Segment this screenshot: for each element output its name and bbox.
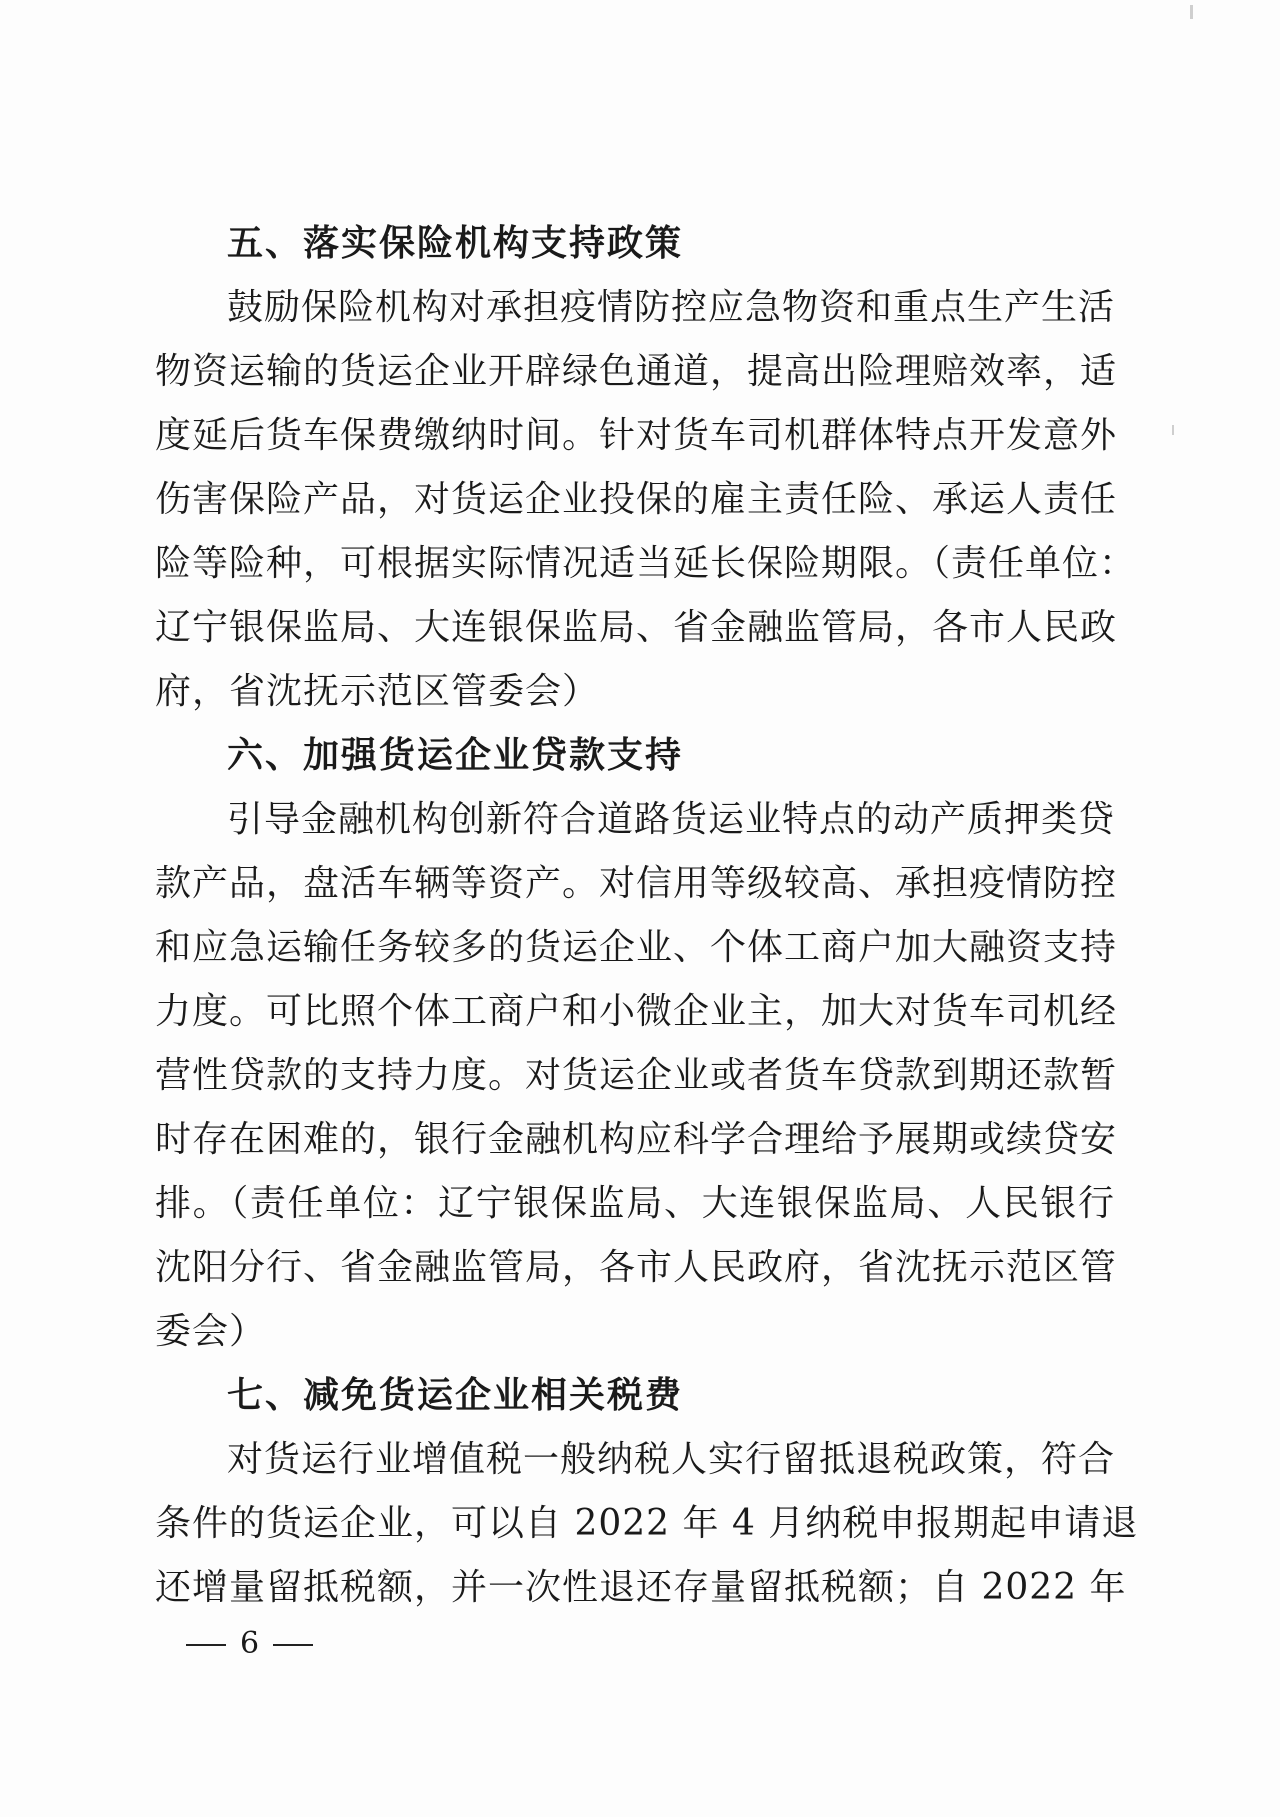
section-heading: 七、减免货运企业相关税费 (227, 1375, 684, 1416)
paragraph-line: 对货运行业增值税一般纳税人实行留抵退税政策，符合 (227, 1439, 1116, 1480)
paragraph-line: 营性贷款的支持力度。对货运企业或者货车贷款到期还款暂 (155, 1055, 1118, 1096)
paragraph-line: 还增量留抵税额，并一次性退还存量留抵税额；自 2022 年 (155, 1567, 1127, 1608)
page-number: 6 (240, 1626, 260, 1661)
footer-dash (273, 1644, 313, 1646)
section-heading: 五、落实保险机构支持政策 (227, 223, 684, 264)
footer-dash (186, 1644, 226, 1646)
paragraph-line: 时存在困难的，银行金融机构应科学合理给予展期或续贷安 (155, 1119, 1118, 1160)
paragraph-line: 险等险种，可根据实际情况适当延长保险期限。（责任单位： (155, 543, 1137, 584)
paragraph-line: 委会） (155, 1311, 267, 1352)
paragraph-line: 府，省沈抚示范区管委会） (155, 671, 600, 712)
scan-mark (1190, 5, 1193, 19)
paragraph-line: 引导金融机构创新符合道路货运业特点的动产质押类贷 (227, 799, 1116, 840)
scan-mark (1172, 425, 1174, 435)
paragraph-line: 和应急运输任务较多的货运企业、个体工商户加大融资支持 (155, 927, 1118, 968)
page-footer (172, 1626, 327, 1661)
paragraph-line: 条件的货运企业，可以自 2022 年 4 月纳税申报期起申请退 (155, 1503, 1139, 1544)
paragraph-line: 沈阳分行、省金融监管局，各市人民政府，省沈抚示范区管 (155, 1247, 1118, 1288)
paragraph-line: 力度。可比照个体工商户和小微企业主，加大对货车司机经 (155, 991, 1118, 1032)
paragraph-line: 辽宁银保监局、大连银保监局、省金融监管局，各市人民政 (155, 607, 1118, 648)
paragraph-line: 度延后货车保费缴纳时间。针对货车司机群体特点开发意外 (155, 415, 1118, 456)
paragraph-line: 排。（责任单位：辽宁银保监局、大连银保监局、人民银行 (155, 1183, 1115, 1224)
section-heading: 六、加强货运企业贷款支持 (227, 735, 684, 776)
paragraph-line: 物资运输的货运企业开辟绿色通道，提高出险理赔效率，适 (155, 351, 1118, 392)
paragraph-line: 鼓励保险机构对承担疫情防控应急物资和重点生产生活 (227, 287, 1116, 328)
paragraph-line: 款产品，盘活车辆等资产。对信用等级较高、承担疫情防控 (155, 863, 1118, 904)
paragraph-line: 伤害保险产品，对货运企业投保的雇主责任险、承运人责任 (155, 479, 1118, 520)
document-body (155, 212, 1139, 1620)
